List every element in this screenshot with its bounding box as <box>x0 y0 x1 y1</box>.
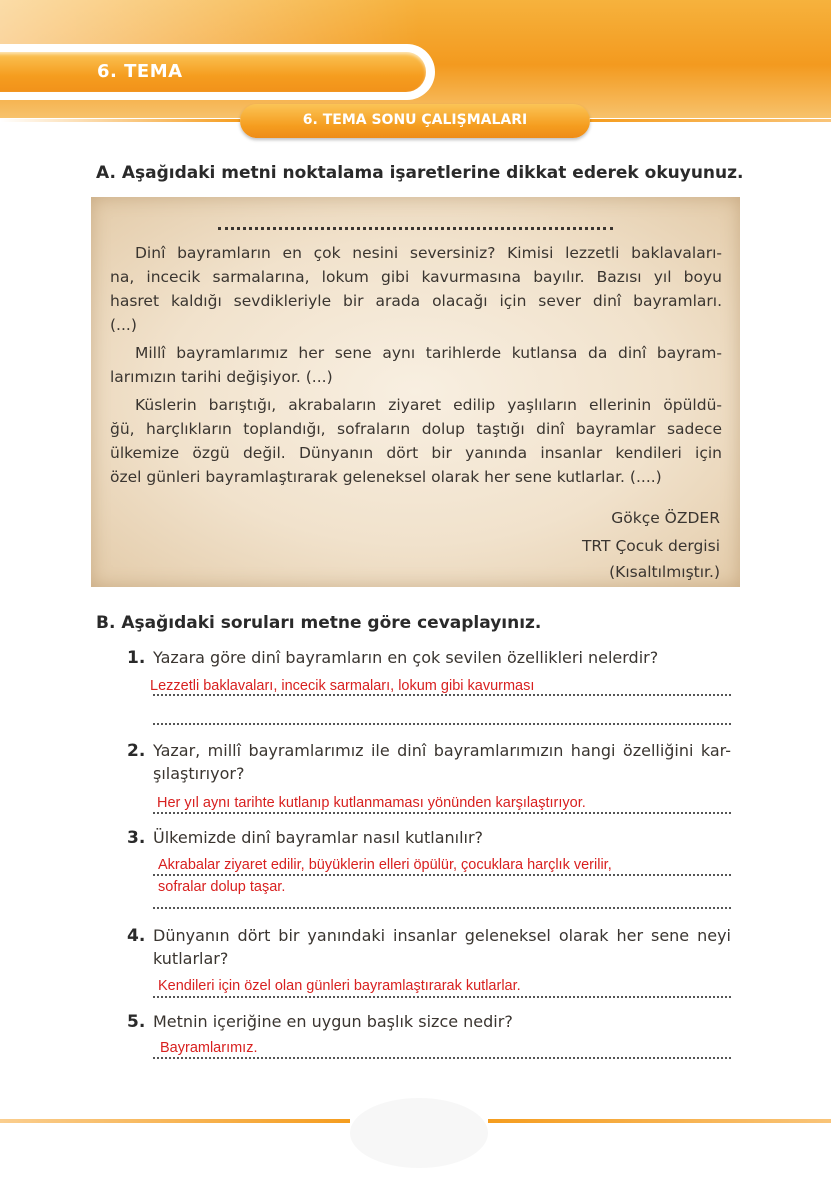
answer-line[interactable] <box>153 1055 731 1059</box>
passage-author: Gökçe ÖZDER <box>611 509 720 527</box>
question-number: 2. <box>127 741 146 761</box>
title-blank-dots <box>218 213 613 230</box>
answer-line[interactable] <box>153 872 731 876</box>
question-text: Metnin içeriğine en uygun başlık sizce nedir? <box>153 1012 513 1031</box>
question-text: Yazar, millî bayramlarımız ile dinî bayramlarımızın hangi özelliğini kar- <box>153 741 731 760</box>
question-number: 4. <box>127 926 146 946</box>
question-text: Dünyanın dört bir yanındaki insanlar geleneksel olarak her sene neyi <box>153 926 731 945</box>
header-rule-right <box>590 119 831 122</box>
answer-text[interactable]: Lezzetli baklavaları, incecik sarmaları, lokum gibi kavurması <box>150 678 535 694</box>
section-a-heading: A. Aşağıdaki metni noktalama işaretlerine dikkat ederek okuyunuz. <box>96 163 744 183</box>
answer-text[interactable]: Bayramlarımız. <box>160 1040 258 1056</box>
passage-line: na, incecik sarmalarına, lokum gibi kavurmasına bayılır. Bazısı yıl boyu <box>110 268 722 286</box>
question-number: 3. <box>127 828 146 848</box>
subtitle-title: 6. TEMA SONU ÇALIŞMALARI <box>302 112 528 128</box>
question-number: 1. <box>127 648 146 668</box>
answer-line[interactable] <box>153 810 731 814</box>
section-b-heading: B. Aşağıdaki soruları metne göre cevaplayınız. <box>96 613 542 633</box>
footer-rule-right <box>488 1119 831 1123</box>
question-text: Ülkemizde dinî bayramlar nasıl kutlanılır? <box>153 828 484 847</box>
passage-line: özel günleri bayramlaştırarak geleneksel olarak her sene kutlarlar. (....) <box>110 468 662 486</box>
answer-text[interactable]: sofralar dolup taşar. <box>158 879 286 895</box>
tema-title: 6. TEMA <box>97 61 183 82</box>
passage-line: Dinî bayramların en çok nesini seversiniz? Kimisi lezzetli baklavaları- <box>135 244 722 262</box>
passage-note: (Kısaltılmıştır.) <box>609 563 720 581</box>
answer-text[interactable]: Kendileri için özel olan günleri bayramlaştırarak kutlarlar. <box>158 978 521 994</box>
answer-line[interactable] <box>153 994 731 998</box>
answer-line[interactable] <box>153 721 731 725</box>
answer-line[interactable] <box>153 905 731 909</box>
passage-line: Küslerin barıştığı, akrabaların ziyaret edilip yaşlıların ellerinin öpüldü- <box>135 396 722 414</box>
question-text: Yazara göre dinî bayramların en çok sevilen özellikleri nelerdir? <box>153 648 659 667</box>
footer-page-badge <box>350 1098 488 1168</box>
footer-rule-left <box>0 1119 350 1123</box>
question-number: 5. <box>127 1012 146 1032</box>
passage-source: TRT Çocuk dergisi <box>581 537 720 555</box>
answer-text[interactable]: Akrabalar ziyaret edilir, büyüklerin elleri öpülür, çocuklara harçlık verilir, <box>158 857 612 873</box>
tema-bar <box>0 52 426 92</box>
passage-line: (...) <box>110 316 137 334</box>
passage-line: hasret kaldığı sevdikleriyle bir arada olacağı için sever dinî bayramları. <box>110 292 722 310</box>
passage-line: ğü, harçlıkların toplandığı, sofraların dolup taştığı dinî bayramlar sadece <box>110 420 722 438</box>
question-text: şılaştırıyor? <box>153 764 245 783</box>
answer-text[interactable]: Her yıl aynı tarihte kutlanıp kutlanmaması yönünden karşılaştırıyor. <box>157 795 586 811</box>
passage-line: Millî bayramlarımız her sene aynı tarihlerde kutlansa da dinî bayram- <box>135 344 722 362</box>
question-text: kutlarlar? <box>153 949 229 968</box>
passage-line: ülkemize özgü değil. Dünyanın dört bir yanında insanlar kendileri için <box>110 444 722 462</box>
passage-line: larımızın tarihi değişiyor. (...) <box>110 368 333 386</box>
answer-line[interactable] <box>153 692 731 696</box>
header-rule-left <box>0 119 240 122</box>
